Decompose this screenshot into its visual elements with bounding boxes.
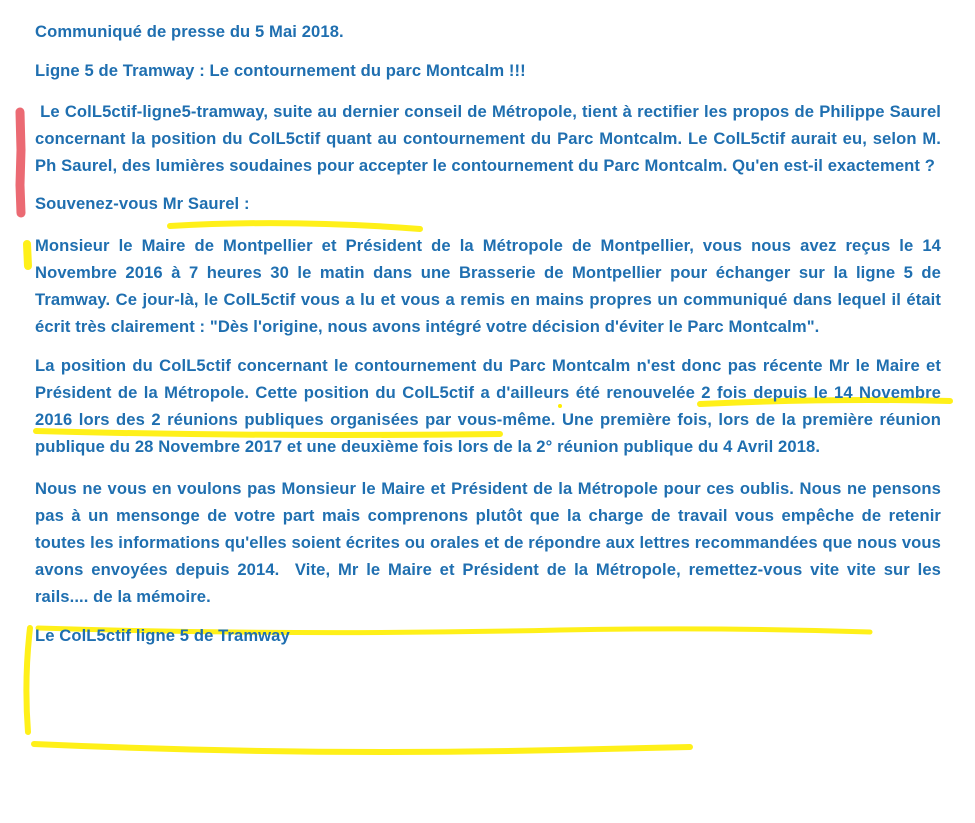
yellow-mark-souvenez	[27, 244, 28, 266]
yellow-box-bottom	[34, 744, 690, 752]
paragraph-4: La position du ColL5ctif concernant le contournement du Parc Montcalm n'est donc pas récente Mr le Maire et Président de la Métropole. Cette position du ColL5ctif a d'ailleurs été renouvelée 2 fois depuis le 14 Novembre 2016 lors des 2 réunions publiques organisées par vous-même. Une première fois, lors de la première réunion publique du 28 Novembre 2017 et une deuxième fois lors de la 2° réunion publique du 4 Avril 2018.	[35, 356, 941, 456]
paragraph-5: Nous ne vous en voulons pas Monsieur le Maire et Président de la Métropole pour ces oublis. Nous ne pensons pas à un mensonge de votre part mais comprenons plutôt que la charge de travail vous empêche de retenir toutes les informations qu'elles soient écrites ou orales et de répondre aux lettres recommandées que nous vous avons envoyées depuis 2014. Vite, Mr le Maire et Président de la Métropole, remettez-vous vite vite sur les rails.... de la mémoire.	[35, 479, 946, 606]
press-release	[35, 18, 946, 649]
red-marker-stroke	[20, 112, 21, 213]
yellow-box-left	[26, 628, 30, 732]
signature: Le ColL5ctif ligne 5 de Tramway	[35, 626, 290, 645]
heading-date: Communiqué de presse du 5 Mai 2018.	[35, 22, 344, 41]
heading-title: Ligne 5 de Tramway : Le contournement du parc Montcalm !!!	[35, 61, 526, 80]
paragraph-1: Le ColL5ctif-ligne5-tramway, suite au dernier conseil de Métropole, tient à rectifier les propos de Philippe Saurel concernant la position du ColL5ctif quant au contournement du Parc Montcalm. Le ColL5ctif aurait eu, selon M. Ph Saurel, des lumières soudaines pour accepter le contournement du Parc Montcalm. Qu'en est-il exactement ?	[35, 102, 946, 175]
paragraph-2: Souvenez-vous Mr Saurel :	[35, 194, 250, 213]
paragraph-3: Monsieur le Maire de Montpellier et Président de la Métropole de Montpellier, vous nous avez reçus le 14 Novembre 2016 à 7 heures 30 le matin dans une Brasserie de Montpellier pour échanger sur la ligne 5 de Tramway. Ce jour-là, le ColL5ctif vous a lu et vous a remis en mains propres un communiqué dans lequel il était écrit très clairement : "Dès l'origine, nous avons intégré votre décision d'éviter le Parc Montcalm".	[35, 236, 941, 336]
